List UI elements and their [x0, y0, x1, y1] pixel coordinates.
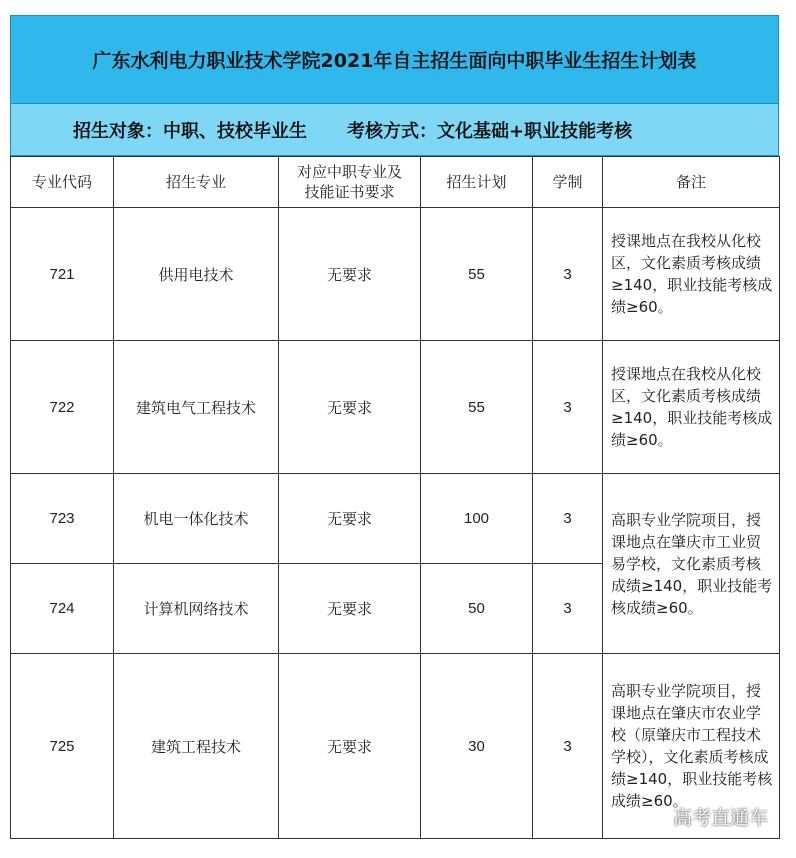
- cell-plan: 100: [421, 474, 533, 564]
- cell-major: 建筑工程技术: [114, 654, 279, 839]
- cell-major: 机电一体化技术: [114, 474, 279, 564]
- cell-duration: 3: [533, 474, 603, 564]
- cell-code: 722: [11, 341, 114, 474]
- cell-duration: 3: [533, 341, 603, 474]
- cell-code: 723: [11, 474, 114, 564]
- page-title: 广东水利电力职业技术学院2021年自主招生面向中职毕业生招生计划表: [10, 15, 779, 104]
- cell-plan: 50: [421, 564, 533, 654]
- cell-plan: 30: [421, 654, 533, 839]
- table-row: [11, 208, 780, 341]
- cell-requirement: 无要求: [279, 564, 421, 654]
- header-note: 备注: [603, 157, 780, 208]
- admission-plan-document: [10, 15, 779, 839]
- subtitle-bar: [10, 104, 779, 156]
- cell-major: 建筑电气工程技术: [114, 341, 279, 474]
- cell-note: 授课地点在我校从化校区，文化素质考核成绩≥140，职业技能考核成绩≥60。: [603, 208, 780, 341]
- cell-major: 计算机网络技术: [114, 564, 279, 654]
- cell-duration: 3: [533, 564, 603, 654]
- cell-major: 供用电技术: [114, 208, 279, 341]
- cell-plan: 55: [421, 341, 533, 474]
- cell-requirement: 无要求: [279, 474, 421, 564]
- header-requirement: 对应中职专业及技能证书要求: [279, 157, 421, 208]
- plan-table: [10, 156, 780, 839]
- cell-requirement: 无要求: [279, 208, 421, 341]
- table-row: [11, 474, 780, 564]
- cell-note: 高职专业学院项目，授课地点在肇庆市农业学校（原肇庆市工程技术学校），文化素质考核成绩≥140，职业技能考核成绩≥60。: [603, 654, 780, 839]
- table-row: [11, 341, 780, 474]
- cell-code: 725: [11, 654, 114, 839]
- watermark: 高考直通车: [672, 807, 768, 829]
- header-duration: 学制: [533, 157, 603, 208]
- table-header-row: [11, 157, 780, 208]
- header-code: 专业代码: [11, 157, 114, 208]
- cell-note: 授课地点在我校从化校区，文化素质考核成绩≥140，职业技能考核成绩≥60。: [603, 341, 780, 474]
- header-plan: 招生计划: [421, 157, 533, 208]
- cell-code: 724: [11, 564, 114, 654]
- cell-plan: 55: [421, 208, 533, 341]
- cell-note: 高职专业学院项目，授课地点在肇庆市工业贸易学校，文化素质考核成绩≥140，职业技能考核成绩≥60。: [603, 474, 780, 654]
- header-major: 招生专业: [114, 157, 279, 208]
- cell-duration: 3: [533, 654, 603, 839]
- target-text: 招生对象：中职、技校毕业生: [73, 120, 307, 142]
- cell-duration: 3: [533, 208, 603, 341]
- table-row: [11, 654, 780, 839]
- method-text: 考核方式：文化基础+职业技能考核: [347, 120, 633, 142]
- cell-requirement: 无要求: [279, 341, 421, 474]
- cell-requirement: 无要求: [279, 654, 421, 839]
- cell-code: 721: [11, 208, 114, 341]
